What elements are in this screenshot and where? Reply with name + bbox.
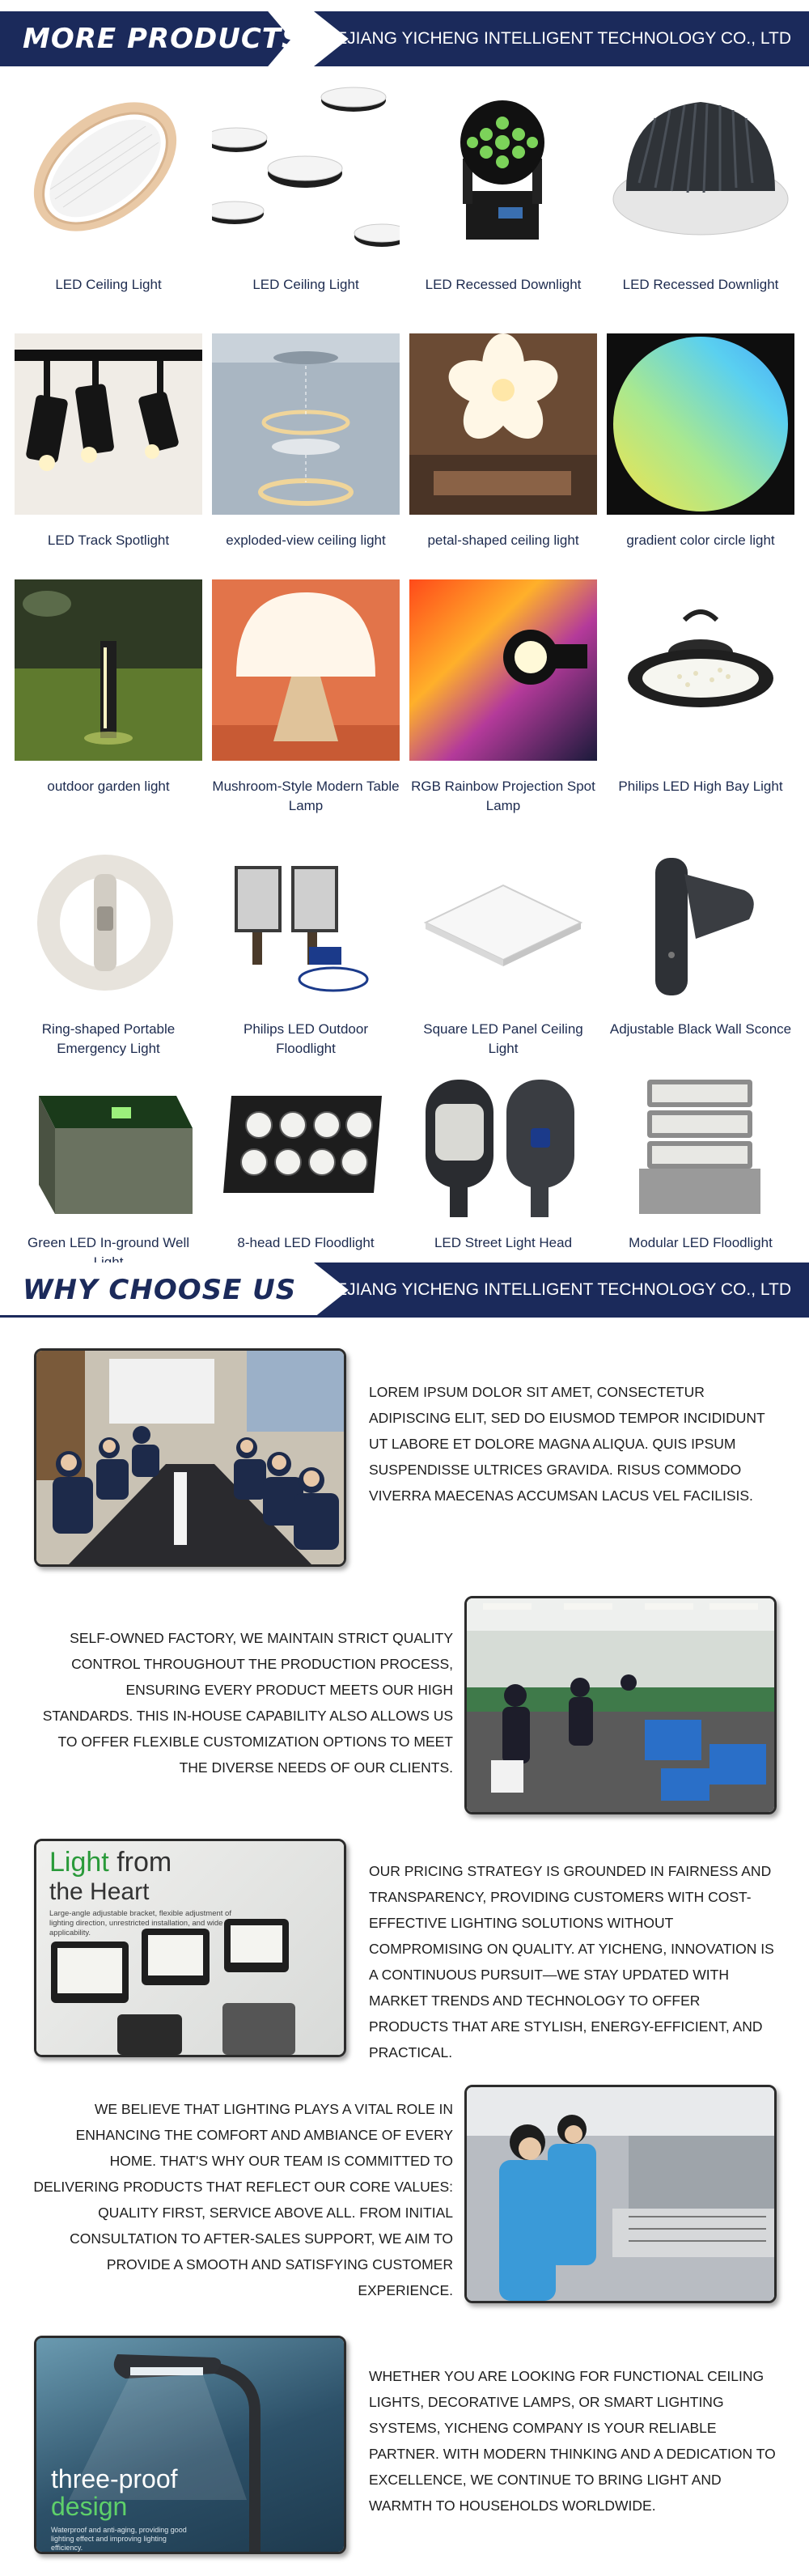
more-products-banner: [0, 11, 809, 66]
product-card[interactable]: [607, 579, 794, 796]
company-name: ZHEJIANG YICHENG INTELLIGENT TECHNOLOGY CO., LTD: [313, 29, 791, 48]
product-card[interactable]: [212, 78, 400, 295]
feature-text: LOREM IPSUM DOLOR SIT AMET, CONSECTETUR ADIPISCING ELIT, SED DO EIUSMOD TEMPOR INCIDIDUNT UT LABORE ET DOLORE MAGNA ALIQUA. QUIS IPSUM SUSPENDISSE ULTRICES GRAVIDA. RISUS COMMODO VIVERRA MAECENAS ACCUMSAN LACUS VEL FACILISIS.: [369, 1384, 765, 1504]
inground-light-icon: [15, 1072, 202, 1217]
product-label: LED Recessed Downlight: [622, 277, 779, 292]
product-card[interactable]: [15, 579, 202, 796]
product-label: LED Recessed Downlight: [425, 277, 582, 292]
product-label: 8-head LED Floodlight: [237, 1235, 375, 1250]
product-label: Square LED Panel Ceiling Light: [423, 1021, 583, 1056]
product-label: Philips LED High Bay Light: [618, 779, 783, 794]
ad-subtitle: Large-angle adjustable bracket, flexible adjustment of lighting direction, unrestricted installation, and wide applicability.: [49, 1909, 231, 1937]
product-card[interactable]: [409, 78, 597, 295]
rgb-spot-icon: [409, 579, 597, 761]
mushroom-lamp-icon: [212, 579, 400, 761]
product-card[interactable]: [409, 333, 597, 550]
garden-bollard-icon: [15, 579, 202, 761]
company-name: ZHEJIANG YICHENG INTELLIGENT TECHNOLOGY CO., LTD: [313, 1280, 791, 1299]
product-card[interactable]: [15, 78, 202, 295]
product-card[interactable]: [212, 1072, 400, 1253]
factory-line-photo: [464, 1596, 777, 1814]
area-floodlight-icon: [212, 842, 400, 1004]
product-label: LED Ceiling Light: [55, 277, 162, 292]
ad-subtitle: Waterproof and anti-aging, providing good lighting effect and improving lighting efficiency.: [51, 2526, 187, 2552]
product-label: Modular LED Floodlight: [629, 1235, 773, 1250]
ad-title-line: the Heart: [49, 1878, 150, 1905]
product-label: Adjustable Black Wall Sconce: [609, 1021, 792, 1037]
ad-title-line: design: [51, 2492, 128, 2521]
product-card[interactable]: [607, 333, 794, 550]
product-card[interactable]: [409, 842, 597, 1059]
banner-underline: [0, 1315, 809, 1318]
section-title: MORE PRODUCTS: [23, 23, 303, 55]
feature-text: WE BELIEVE THAT LIGHTING PLAYS A VITAL ROLE IN ENHANCING THE COMFORT AND AMBIANCE OF EVERY HOME. THAT'S WHY OUR TEAM IS COMMITTED TO DELIVERING PRODUCTS THAT REFLECT OUR CORE VALUES: QUALITY FIRST, SERVICE ABOVE ALL. FROM INITIAL CONSULTATION TO AFTER-SALES SUPPORT, WE AIM TO PROVIDE A SMOOTH AND SATISFYING CUSTOMER EXPERIENCE.: [33, 2101, 453, 2298]
exploded-ceiling-icon: [212, 333, 400, 515]
ad-title-word: Light: [49, 1847, 109, 1878]
product-label: gradient color circle light: [626, 533, 775, 548]
product-card[interactable]: [15, 333, 202, 550]
product-card[interactable]: [212, 579, 400, 816]
feature-text: OUR PRICING STRATEGY IS GROUNDED IN FAIRNESS AND TRANSPARENCY, PROVIDING CUSTOMERS WITH COST-EFFECTIVE LIGHTING SOLUTIONS WITHOUT COMPROMISING ON QUALITY. AT YICHENG, INNOVATION IS A CONTINUOUS PURSUIT—WE STAY UPDATED WITH MARKET TRENDS AND TECHNOLOGY TO OFFER PRODUCTS THAT ARE STYLISH, ENERGY-EFFICIENT, AND PRACTICAL.: [369, 1863, 774, 2060]
modular-floodlight-icon: [607, 1072, 794, 1217]
floodlight-ad-photo: [34, 1839, 346, 2057]
track-spotlight-icon: [15, 333, 202, 515]
gradient-circle-icon: [607, 333, 794, 515]
product-card[interactable]: [607, 842, 794, 1039]
round-ceiling-light-icon: [15, 78, 202, 259]
product-label: LED Ceiling Light: [252, 277, 359, 292]
why-choose-us-banner: [0, 1263, 809, 1318]
street-light-head-icon: [409, 1072, 597, 1217]
moving-head-icon: [409, 78, 597, 259]
wall-sconce-icon: [607, 842, 794, 1004]
product-label: outdoor garden light: [47, 779, 170, 794]
ring-light-icon: [15, 842, 202, 1004]
feature-text: WHETHER YOU ARE LOOKING FOR FUNCTIONAL CEILING LIGHTS, DECORATIVE LAMPS, OR SMART LIGHTING SYSTEMS, YICHENG COMPANY IS YOUR RELIABLE PARTNER. WITH MODERN THINKING AND A DEDICATION TO EXCELLENCE, WE CONTINUE TO BRING LIGHT AND WARMTH TO HOUSEHOLDS WORLDWIDE.: [369, 2368, 776, 2514]
product-card[interactable]: [409, 579, 597, 816]
product-label: LED Street Light Head: [434, 1235, 573, 1250]
product-label: Mushroom-Style Modern Table Lamp: [212, 779, 400, 813]
ad-title-word: from: [116, 1847, 172, 1878]
product-label: exploded-view ceiling light: [226, 533, 386, 548]
product-label: RGB Rainbow Projection Spot Lamp: [411, 779, 595, 813]
lab-workers-photo: [464, 2085, 777, 2303]
streetlight-ad-photo: [34, 2336, 346, 2554]
meeting-room-photo: [34, 1348, 346, 1567]
product-card[interactable]: [212, 842, 400, 1059]
product-label: Green LED In-ground Well: [27, 1235, 189, 1250]
product-label: petal-shaped ceiling light: [427, 533, 579, 548]
square-panel-icon: [409, 842, 597, 1004]
product-label: Ring-shaped Portable Emergency Light: [41, 1021, 176, 1056]
section-title: WHY CHOOSE US: [23, 1274, 297, 1306]
heatsink-downlight-icon: [607, 78, 794, 259]
product-card[interactable]: [607, 1072, 794, 1253]
product-card[interactable]: [212, 333, 400, 550]
ad-title-line: three-proof: [51, 2464, 178, 2493]
product-card[interactable]: [15, 1072, 202, 1272]
ufo-highbay-icon: [607, 579, 794, 761]
downlight-set-icon: [212, 78, 400, 259]
feature-text: SELF-OWNED FACTORY, WE MAINTAIN STRICT QUALITY CONTROL THROUGHOUT THE PRODUCTION PROCESS, ENSURING EVERY PRODUCT MEETS OUR HIGH STANDARDS. THIS IN-HOUSE CAPABILITY ALSO ALLOWS US TO OFFER FLEXIBLE CUSTOMIZATION OPTIONS TO MEET THE DIVERSE NEEDS OF OUR CLIENTS.: [42, 1630, 453, 1776]
floodlight-8-icon: [212, 1072, 400, 1217]
petal-ceiling-icon: [409, 333, 597, 515]
product-label: Philips LED Outdoor Floodlight: [243, 1021, 369, 1056]
product-label: LED Track Spotlight: [47, 533, 170, 548]
product-card[interactable]: [15, 842, 202, 1059]
product-card[interactable]: [409, 1072, 597, 1253]
product-card[interactable]: [607, 78, 794, 295]
